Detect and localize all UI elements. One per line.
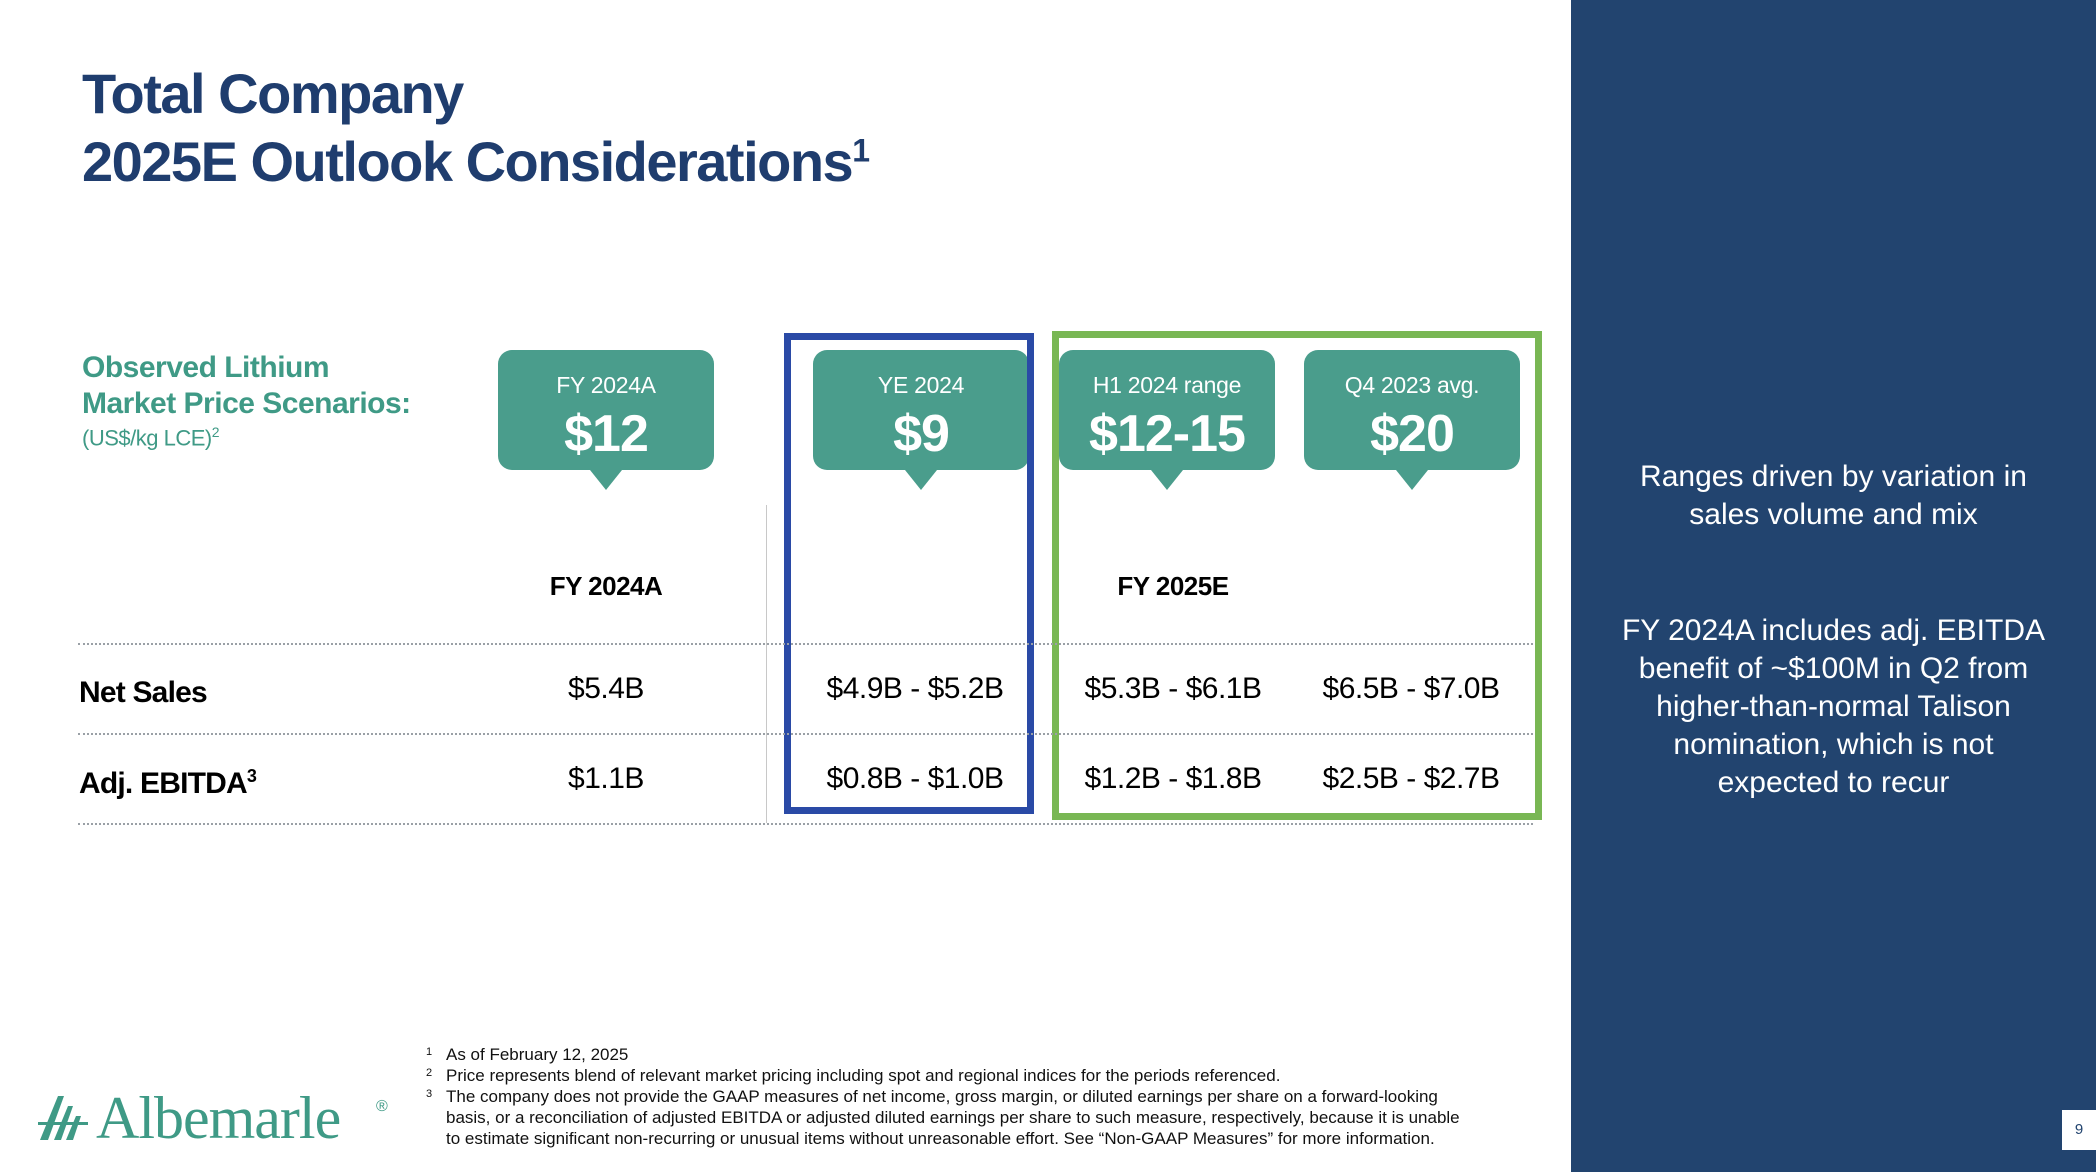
albemarle-logo-text: Albemarle xyxy=(96,1085,341,1151)
price-bubble-label: FY 2024A xyxy=(556,372,656,398)
footnote-number: 2 xyxy=(426,1067,433,1079)
footnote xyxy=(426,1044,1526,1065)
price-bubble-fy2024a xyxy=(498,350,714,470)
scenarios-label-line-2: Market Price Scenarios: xyxy=(82,387,411,420)
row-label-text: Adj. EBITDA xyxy=(79,767,247,800)
column-divider xyxy=(766,505,767,823)
footnote-line: The company does not provide the GAAP measures of net income, gross margin, or diluted earnings per share on a forward-looking xyxy=(446,1087,1438,1106)
column-header-fy2024a: FY 2024A xyxy=(549,571,663,601)
footnote-number: 3 xyxy=(426,1088,433,1100)
price-bubble-value: $12-15 xyxy=(1089,405,1245,463)
side-note-line: sales volume and mix xyxy=(1689,498,1978,531)
price-bubble-label: YE 2024 xyxy=(877,372,965,398)
row-label-text: Net Sales xyxy=(79,676,207,709)
footnote-text: Price represents blend of relevant market pricing including spot and regional indices for the periods referenced. xyxy=(446,1066,1281,1085)
table-divider xyxy=(78,643,1533,645)
side-note-line: expected to recur xyxy=(1717,766,1950,799)
price-bubble-value: $9 xyxy=(893,405,949,463)
footnotes xyxy=(426,1044,1526,1149)
net-sales-ye2024: $4.9B - $5.2B xyxy=(826,672,1004,705)
price-bubble-value: $12 xyxy=(564,405,648,463)
footnote-number: 1 xyxy=(426,1046,433,1058)
side-note-line: nomination, which is not xyxy=(1673,728,1994,761)
ye2024-highlight-box xyxy=(784,333,1034,814)
footnote xyxy=(426,1065,1526,1086)
scenarios-label-line-1: Observed Lithium xyxy=(82,351,330,384)
title-footnote-ref: 1 xyxy=(852,132,869,169)
registered-mark: ® xyxy=(376,1098,388,1115)
title-line-1: Total Company xyxy=(82,62,463,125)
net-sales-q4-2023: $6.5B - $7.0B xyxy=(1322,672,1500,705)
net-sales-fy2024a: $5.4B xyxy=(568,672,644,705)
page-title xyxy=(82,60,869,196)
price-bubble-label: Q4 2023 avg. xyxy=(1344,372,1480,398)
footnote xyxy=(426,1086,1526,1149)
adj-ebitda-ye2024: $0.8B - $1.0B xyxy=(826,762,1004,795)
adj-ebitda-fy2024a: $1.1B xyxy=(568,762,644,795)
net-sales-h1-2024: $5.3B - $6.1B xyxy=(1084,672,1262,705)
page-number: 9 xyxy=(2062,1110,2096,1150)
scenarios-unit-text: (US$/kg LCE) xyxy=(82,425,212,451)
footnote-text: As of February 12, 2025 xyxy=(446,1045,629,1064)
side-note-line: Ranges driven by variation in xyxy=(1640,460,2027,493)
side-note-fy2024a-benefit xyxy=(1571,612,2096,802)
side-note-line: benefit of ~$100M in Q2 from xyxy=(1638,652,2029,685)
table-divider xyxy=(78,733,1533,735)
side-note-line: FY 2024A includes adj. EBITDA xyxy=(1621,614,2046,647)
title-line-2: 2025E Outlook Considerations xyxy=(82,130,853,193)
column-header-fy2025e: FY 2025E xyxy=(1117,571,1229,601)
footnote-text xyxy=(446,1086,1460,1149)
footnote-line: basis, or a reconciliation of adjusted EBITDA or adjusted diluted earnings per share to such measure, respectively, because it is unable xyxy=(446,1108,1460,1127)
scenarios-label xyxy=(82,350,411,422)
price-bubble-label: H1 2024 range xyxy=(1092,372,1242,398)
row-label-adj-ebitda xyxy=(79,766,256,801)
side-note-ranges xyxy=(1571,458,2096,534)
row-label-net-sales xyxy=(79,676,207,710)
price-bubble-value: $20 xyxy=(1370,405,1454,463)
albemarle-logo-icon xyxy=(36,1092,92,1142)
adj-ebitda-q4-2023: $2.5B - $2.7B xyxy=(1322,762,1500,795)
table-divider xyxy=(78,823,1533,825)
scenarios-unit xyxy=(82,424,219,451)
adj-ebitda-footnote-ref: 3 xyxy=(246,766,257,786)
scenarios-unit-footnote-ref: 2 xyxy=(211,424,220,440)
right-side-panel xyxy=(1571,0,2096,1172)
side-note-line: higher-than-normal Talison xyxy=(1656,690,2011,723)
footnote-line: to estimate significant non-recurring or unusual items without unreasonable effort. See “Non-GAAP Measures” for more information. xyxy=(446,1129,1435,1148)
adj-ebitda-h1-2024: $1.2B - $1.8B xyxy=(1084,762,1262,795)
